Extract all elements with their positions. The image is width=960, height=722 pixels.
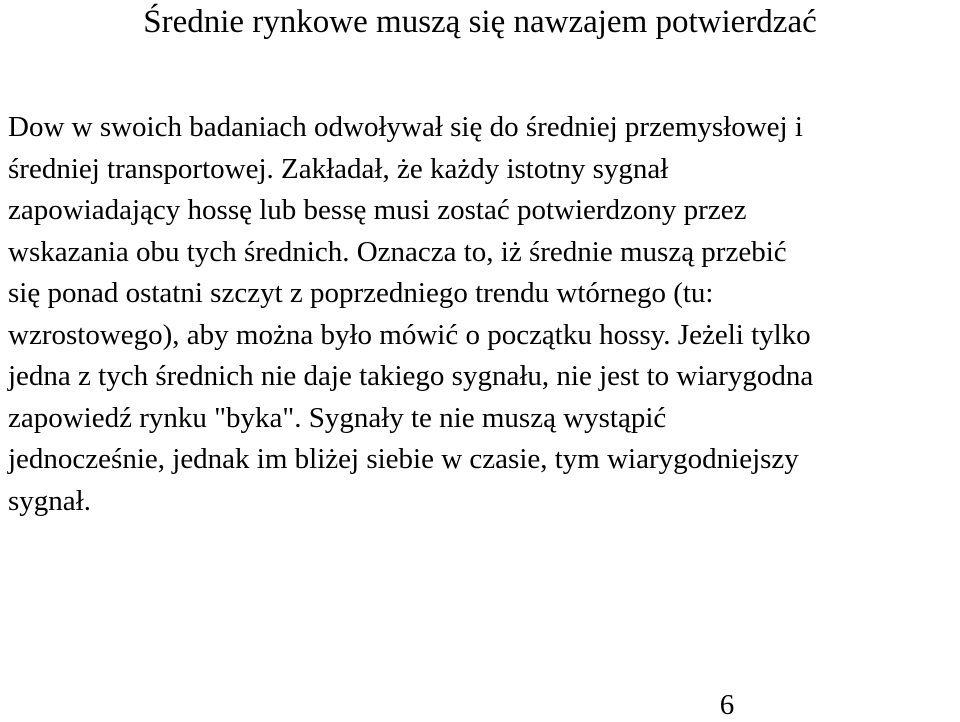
- body-line: wzrostowego), aby można było mówić o początku hossy. Jeżeli tylko: [8, 318, 811, 351]
- body-line: zapowiedź rynku "byka". Sygnały te nie muszą wystąpić: [8, 401, 667, 434]
- page-number: 6: [719, 689, 735, 721]
- body-line: zapowiadający hossę lub bessę musi zostać potwierdzony przez: [8, 194, 747, 226]
- body-line: jedna z tych średnich nie daje takiego sygnału, nie jest to wiarygodna: [8, 360, 814, 392]
- slide-body-paragraph: [8, 107, 953, 522]
- slide-title: Średnie rynkowe muszą się nawzajem potwierdzać: [143, 4, 817, 40]
- body-line: średniej transportowej. Zakładał, że każdy istotny sygnał: [8, 152, 669, 185]
- body-line: jednocześnie, jednak im bliżej siebie w czasie, tym wiarygodniejszy: [8, 443, 799, 475]
- body-line: sygnał.: [8, 484, 91, 517]
- body-line: Dow w swoich badaniach odwoływał się do średniej przemysłowej i: [8, 111, 803, 143]
- body-line: się ponad ostatni szczyt z poprzedniego trendu wtórnego (tu:: [8, 277, 714, 309]
- body-line: wskazania obu tych średnich. Oznacza to, iż średnie muszą przebić: [8, 235, 787, 268]
